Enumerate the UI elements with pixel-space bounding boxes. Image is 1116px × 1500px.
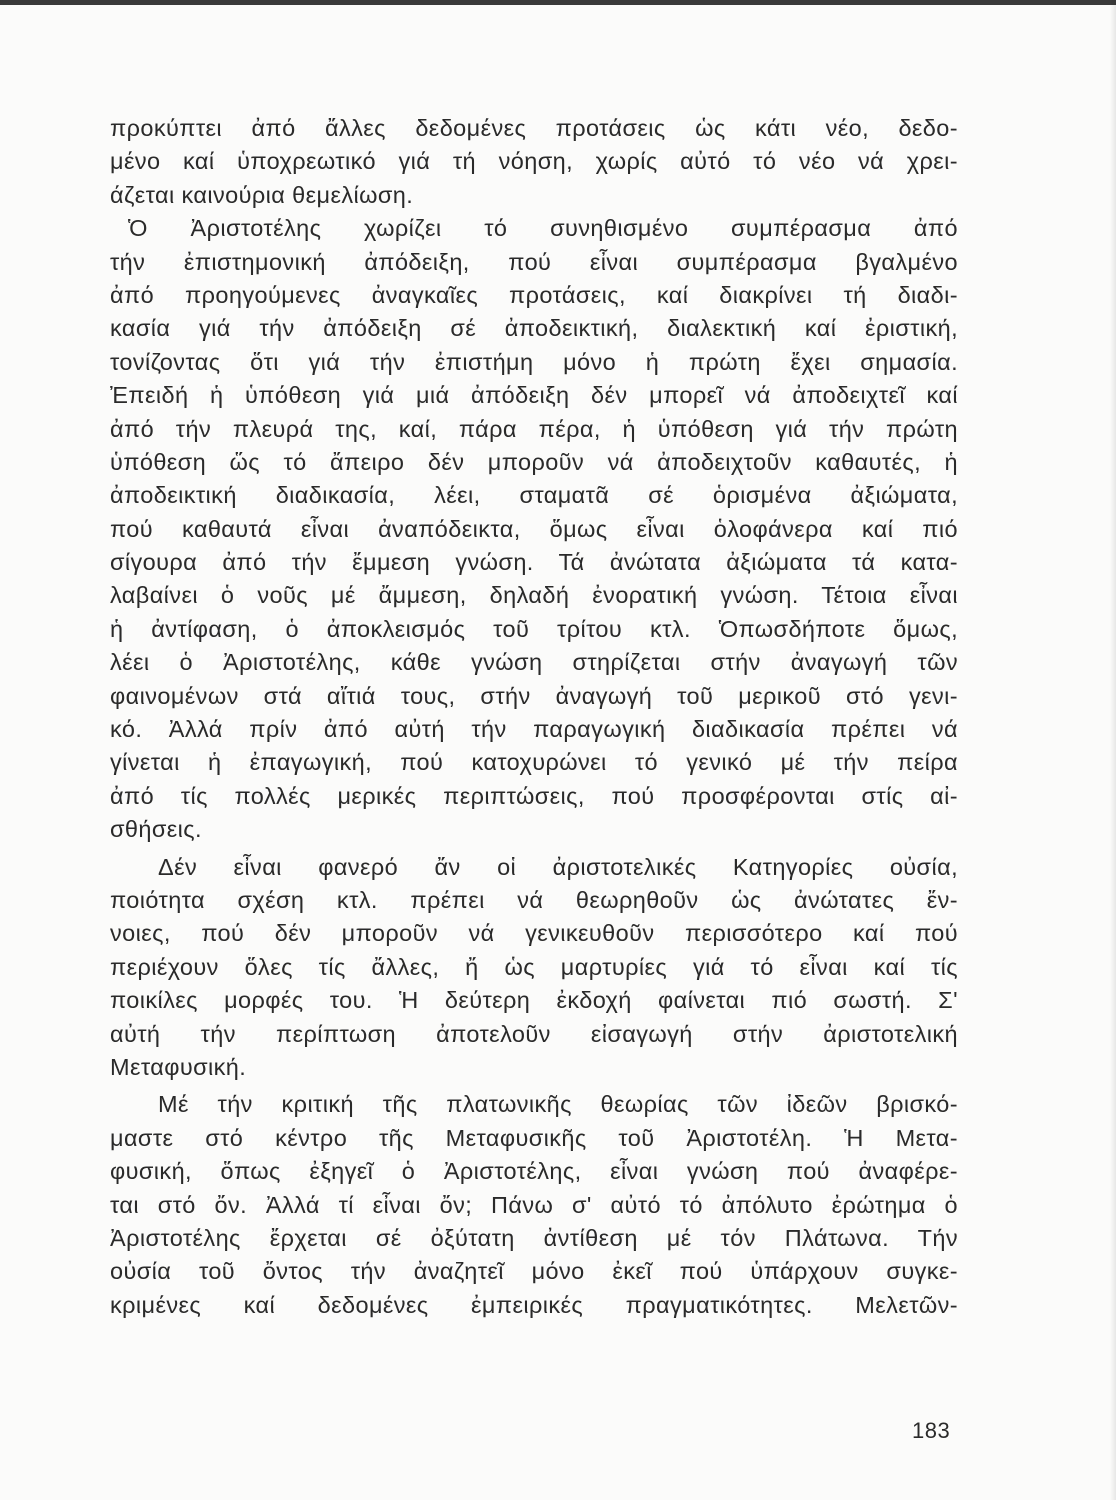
paragraph-start-line: Ὁ Ἀριστοτέλης χωρίζει τό συνηθισμένο συμπέρασμα ἀπό <box>128 215 958 242</box>
text-line: μένο καί ὑποχρεωτικό γιά τή νόηση, χωρίς αὐτό τό νέο νά χρει- <box>110 148 958 175</box>
body-text <box>110 112 958 1322</box>
text-line: κό. Ἀλλά πρίν ἀπό αὐτή τήν παραγωγική διαδικασία πρέπει νά <box>110 716 958 743</box>
text-line: άζεται καινούρια θεμελίωση. <box>110 181 414 208</box>
text-line: Μεταφυσική. <box>110 1053 247 1080</box>
paragraph-start-line: Δέν εἶναι φανερό ἄν οἱ ἀριστοτελικές Κατηγορίες οὐσία, <box>158 853 958 880</box>
text-line: ἀπό τίς πολλές μερικές περιπτώσεις, πού προσφέρονται στίς αἰ- <box>110 782 958 809</box>
text-line: Ἐπειδή ἡ ὑπόθεση γιά μιά ἀπόδειξη δέν μπορεῖ νά ἀποδειχτεῖ καί <box>110 382 958 409</box>
text-line: ται στό ὄν. Ἀλλά τί εἶναι ὄν; Πάνω σ' αὐτό τό ἀπόλυτο ἐρώτημα ὁ <box>110 1191 958 1218</box>
text-line: φαινομένων στά αἴτιά τους, στήν ἀναγωγή τοῦ μερικοῦ στό γενι- <box>110 682 958 709</box>
text-line: λαβαίνει ὁ νοῦς μέ ἄμμεση, δηλαδή ἐνορατική γνώση. Τέτοια εἶναι <box>110 582 958 609</box>
text-line: μαστε στό κέντρο τῆς Μεταφυσικῆς τοῦ Ἀριστοτέλη. Ἡ Μετα- <box>110 1124 958 1151</box>
text-line: λέει ὁ Ἀριστοτέλης, κάθε γνώση στηρίζεται στήν ἀναγωγή τῶν <box>110 649 958 676</box>
scan-right-shadow <box>1110 0 1116 1500</box>
text-line: αὐτή τήν περίπτωση ἀποτελοῦν εἰσαγωγή στήν ἀριστοτελική <box>110 1020 958 1047</box>
text-line: νοιες, πού δέν μποροῦν νά γενικευθοῦν περισσότερο καί πού <box>110 920 958 947</box>
text-line: πού καθαυτά εἶναι ἀναπόδεικτα, ὅμως εἶναι ὁλοφάνερα καί πιό <box>110 515 958 542</box>
text-line: γίνεται ἡ ἐπαγωγική, πού κατοχυρώνει τό γενικό μέ τήν πείρα <box>110 749 958 776</box>
text-line: ἀπό προηγούμενες ἀναγκαῖες προτάσεις, καί διακρίνει τή διαδι- <box>110 281 958 308</box>
text-line: σθήσεις. <box>110 816 202 843</box>
text-line: Ἀριστοτέλης ἔρχεται σέ ὀξύτατη ἀντίθεση μέ τόν Πλάτωνα. Τήν <box>110 1224 958 1251</box>
text-line: τονίζοντας ὅτι γιά τήν ἐπιστήμη μόνο ἡ πρώτη ἔχει σημασία. <box>110 348 958 375</box>
page-number: 183 <box>912 1418 951 1443</box>
text-line: ἀπό τήν πλευρά της, καί, πάρα πέρα, ἡ ὑπόθεση γιά τήν πρώτη <box>110 415 958 442</box>
text-line: ἀποδεικτική διαδικασία, λέει, σταματᾶ σέ ὁρισμένα ἀξιώματα, <box>110 482 958 509</box>
paragraph-start-line: Μέ τήν κριτική τῆς πλατωνικῆς θεωρίας τῶν ἰδεῶν βρισκό- <box>158 1091 958 1118</box>
text-line: προκύπτει ἀπό ἄλλες δεδομένες προτάσεις ὡς κάτι νέο, δεδο- <box>110 115 958 141</box>
text-line: τήν ἐπιστημονική ἀπόδειξη, πού εἶναι συμπέρασμα βγαλμένο <box>110 248 958 275</box>
text-line: ποιότητα σχέση κτλ. πρέπει νά θεωρηθοῦν ὡς ἀνώτατες ἔν- <box>110 886 958 913</box>
text-line: κριμένες καί δεδομένες ἐμπειρικές πραγματικότητες. Μελετῶν- <box>110 1291 958 1318</box>
text-line: κασία γιά τήν ἀπόδειξη σέ ἀποδεικτική, διαλεκτική καί ἐριστική, <box>110 315 958 342</box>
text-line: ποικίλες μορφές του. Ἡ δεύτερη ἐκδοχή φαίνεται πιό σωστή. Σ' <box>110 987 958 1014</box>
text-line: περιέχουν ὅλες τίς ἄλλες, ἤ ὡς μαρτυρίες γιά τό εἶναι καί τίς <box>110 953 958 980</box>
text-line: ὑπόθεση ὥς τό ἄπειρο δέν μποροῦν νά ἀποδειχτοῦν καθαυτές, ἡ <box>110 448 958 475</box>
text-line: σίγουρα ἀπό τήν ἔμμεση γνώση. Τά ἀνώτατα ἀξιώματα τά κατα- <box>110 549 958 576</box>
scan-top-edge <box>0 0 1116 5</box>
text-line: ἡ ἀντίφαση, ὁ ἀποκλεισμός τοῦ τρίτου κτλ. Ὁπωσδήποτε ὅμως, <box>110 615 958 642</box>
text-line: φυσική, ὅπως ἐξηγεῖ ὁ Ἀριστοτέλης, εἶναι γνώση πού ἀναφέρε- <box>110 1158 958 1185</box>
text-line: οὐσία τοῦ ὄντος τήν ἀναζητεῖ μόνο ἐκεῖ πού ὑπάρχουν συγκε- <box>110 1258 958 1285</box>
